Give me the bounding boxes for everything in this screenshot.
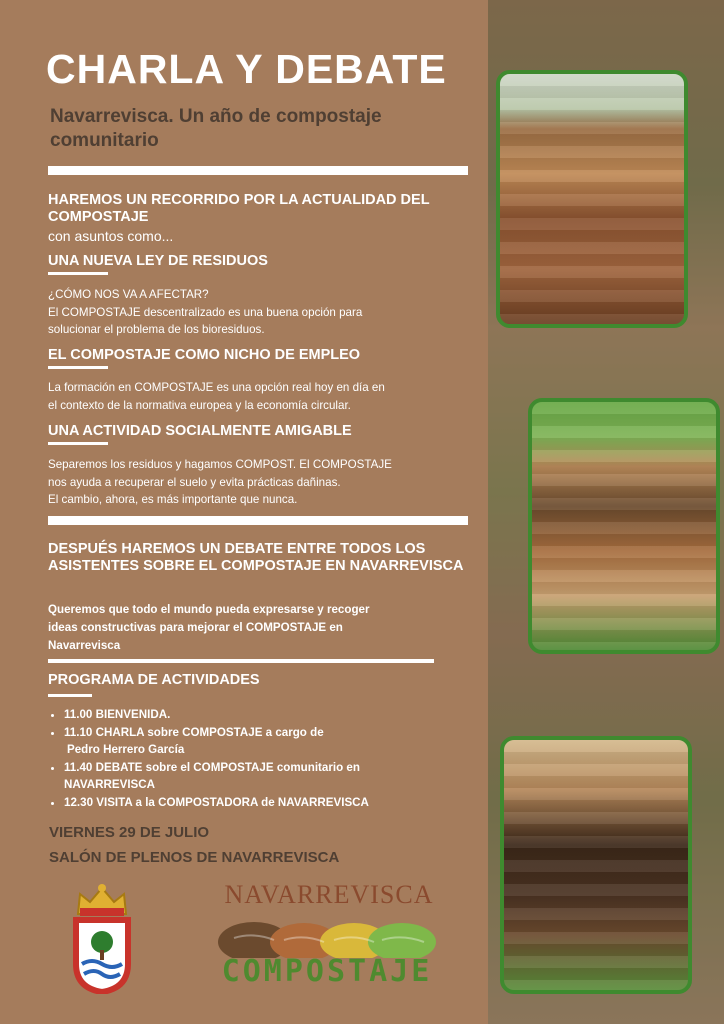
compost-piles-logo-icon [214, 908, 440, 958]
event-date: VIERNES 29 DE JULIO [49, 824, 210, 841]
topic-underline [48, 272, 108, 275]
topic-underline [48, 442, 108, 445]
program-item-continuation: Pedro Herrero García [67, 743, 185, 756]
program-item-text: 11.00 BIENVENIDA. [64, 708, 171, 721]
program-item [64, 759, 464, 794]
program-item-text: 11.10 CHARLA sobre COMPOSTAJE a cargo de [64, 725, 324, 739]
topic-line: el contexto de la normativa europea y la economía circular. [48, 399, 351, 412]
divider-top [48, 166, 468, 175]
photo-wooden-compost-bin [496, 70, 688, 328]
logo-top-text: NAVARREVISCA [224, 880, 434, 909]
topic-line: ¿CÓMO NOS VA A AFECTAR? [48, 288, 209, 301]
debate-line: Navarrevisca [48, 639, 121, 652]
program-item [64, 724, 464, 759]
program-list [48, 706, 464, 811]
poster-subtitle: Navarrevisca. Un año de compostaje comunitario [50, 106, 382, 151]
poster-title: CHARLA Y DEBATE [46, 46, 447, 92]
topic-heading-amigable: UNA ACTIVIDAD SOCIALMENTE AMIGABLE [48, 423, 352, 439]
topic-line: solucionar el problema de los bioresiduos. [48, 323, 265, 336]
topic-heading-residuos: UNA NUEVA LEY DE RESIDUOS [48, 253, 268, 269]
debate-heading: DESPUÉS HAREMOS UN DEBATE ENTRE TODOS LOS ASISTENTES SOBRE EL COMPOSTAJE EN NAVARREVISCA [48, 541, 464, 574]
intro-subheading: con asuntos como... [48, 228, 174, 244]
compostaje-logo [212, 876, 442, 996]
photo-open-compost-bin [500, 736, 692, 994]
photo-compost-bin-with-scraps [528, 398, 720, 654]
program-item [64, 794, 464, 812]
debate-line: ideas constructivas para mejorar el COMPOSTAJE en [48, 621, 343, 634]
topic-line: El COMPOSTAJE descentralizado es una buena opción para [48, 306, 363, 319]
event-venue: SALÓN DE PLENOS DE NAVARREVISCA [49, 849, 340, 866]
logo-bottom-text: COMPOSTAJE [221, 954, 433, 989]
topic-underline [48, 366, 108, 369]
divider-thin [48, 659, 434, 663]
intro-heading: HAREMOS UN RECORRIDO POR LA ACTUALIDAD DEL COMPOSTAJE [48, 192, 430, 225]
divider-middle [48, 516, 468, 525]
program-item-text: 11.40 DEBATE sobre el COMPOSTAJE comunitario en [64, 760, 360, 774]
municipal-coat-of-arms-icon [70, 880, 134, 994]
topic-line: Separemos los residuos y hagamos COMPOST. El COMPOSTAJE [48, 458, 392, 471]
program-item [64, 706, 464, 724]
program-item-continuation: NAVARREVISCA [64, 778, 156, 791]
topic-line: El cambio, ahora, es más importante que nunca. [48, 493, 298, 506]
topic-line: La formación en COMPOSTAJE es una opción real hoy en día en [48, 381, 385, 394]
topic-heading-empleo: EL COMPOSTAJE COMO NICHO DE EMPLEO [48, 347, 361, 363]
topic-line: nos ayuda a recuperar el suelo y evita prácticas dañinas. [48, 476, 341, 489]
program-item-text: 12.30 VISITA a la COMPOSTADORA de NAVARREVISCA [64, 795, 369, 809]
debate-line: Queremos que todo el mundo pueda expresarse y recoger [48, 603, 370, 616]
program-underline [48, 694, 92, 697]
program-heading: PROGRAMA DE ACTIVIDADES [48, 672, 260, 688]
